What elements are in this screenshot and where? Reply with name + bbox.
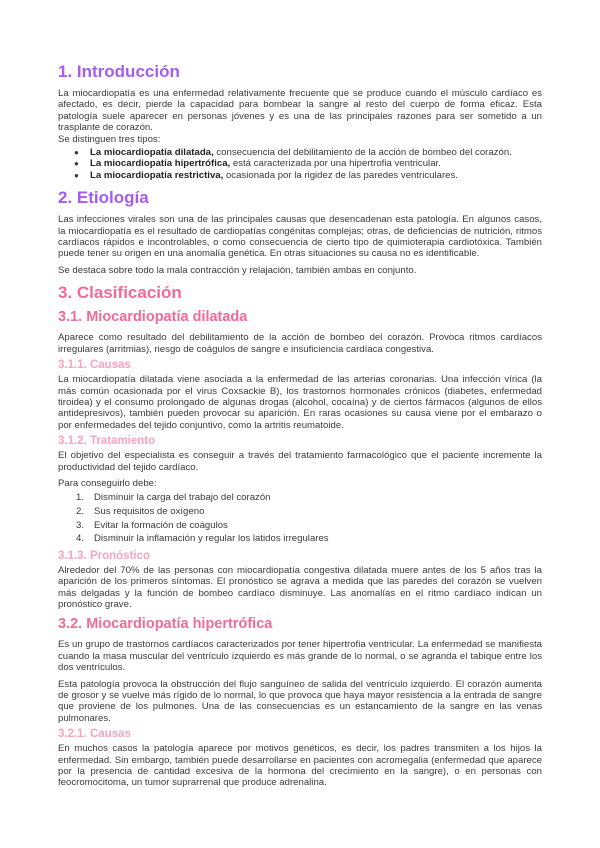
tratamiento-paragraph-1: El objetivo del especialista es conseguir a través del tratamiento farmacológico que el paciente incremente la productividad del tejido cardíaco. (58, 450, 542, 473)
heading-causas-dilatada: 3.1.1. Causas (58, 359, 131, 372)
heading-tratamiento: 3.1.2. Tratamiento (58, 435, 156, 448)
heading-pronostico: 3.1.3. Pronóstico (58, 549, 151, 562)
list-item (58, 491, 542, 505)
hipertrofica-paragraph-1: Es un grupo de trastornos cardíacos caracterizados por tener hipertrofia ventricular. La enfermedad se manifiesta cuando la masa muscular del ventrículo izquierdo es más grande de lo normal, o se agranda el tabique entre los dos ventrículos. (58, 639, 542, 674)
list-item (58, 519, 542, 533)
list-item-bold: La miocardiopatía hipertrófica, (90, 158, 231, 170)
heading-causas-hipertrofica: 3.2.1. Causas (58, 728, 131, 741)
list-item-bold: La miocardiopatía restrictiva, (90, 169, 224, 181)
list-number: 1. (76, 492, 85, 504)
heading-miocardiopatia-hipertrofica: 3.2. Miocardiopatía hipertrófica (58, 616, 273, 633)
intro-paragraph-1: La miocardiopatía es una enfermedad relativamente frecuente que se produce cuando el músculo cardíaco es afectado, es decir, pierde la capacidad para bombear la sangre al resto del cuerpo de forma eficaz. Esta patología suele aparecer en personas jóvenes y es una de las principales razones para ser sometido a un trasplante de corazón. (58, 88, 542, 134)
types-list (58, 147, 542, 181)
list-item (58, 532, 542, 546)
dilatada-paragraph: Aparece como resultado del debilitamiento de la acción de bombeo del corazón. Provoca ritmos cardíacos irregulares (arritmias), riesgo de coágulos de sangre e insuficiencia cardíaca congestiva. (58, 332, 542, 355)
list-item-text: Evitar la formación de coágulos (94, 519, 228, 531)
list-item-text: consecuencia del debilitamiento de la acción de bombeo del corazón. (213, 147, 512, 159)
tratamiento-paragraph-2: Para conseguirlo debe: (58, 477, 157, 489)
list-item-text: Disminuir la inflamación y regular los latidos irregulares (94, 533, 329, 545)
list-item-text: ocasionada por la rigidez de las paredes ventriculares. (223, 169, 458, 181)
hipertrofica-paragraph-2: Esta patología provoca la obstrucción del flujo sanguíneo de salida del ventrículo izquierdo. El corazón aumenta de grosor y se vuelve más rígido de lo normal, lo que provoca que haya mayor resistencia a la entrada de sangre que proviene de los pulmones. Una de las consecuencias es un estancamiento de la sangre en las venas pulmonares. (58, 678, 542, 724)
heading-clasificacion: 3. Clasificación (58, 283, 182, 303)
list-item (58, 147, 542, 158)
etiologia-paragraph-1: Las infecciones virales son una de las principales causas que desencadenan esta patología. En algunos casos, la miocardiopatía es el resultado de cardiopatías congénitas complejas; otras, de deficiencias de nutrición, ritmos cardíacos rápidos e incontrolables, o como consecuencia de cierto tipo de quimioterapia cardiotóxica. También puede tener su origen en una anomalía genética. En otras situaciones su causa no es identificable. (58, 214, 542, 260)
causas-hipertrofica-paragraph: En muchos casos la patología aparece por motivos genéticos, es decir, los padres transmiten a los hijos la enfermedad. Sin embargo, también puede desarrollarse en pacientes con acromegalia (enfermedad que aparece por la presencia de cantidad excesiva de la hormona del crecimiento en la sangre), o en personas con feocromocitoma, un tumor suprarrenal que produce adrenalina. (58, 743, 542, 789)
heading-introduccion: 1. Introducción (58, 62, 180, 81)
intro-paragraph-2: Se distinguen tres tipos: (58, 133, 161, 145)
bullet-icon: ● (74, 148, 79, 158)
heading-miocardiopatia-dilatada: 3.1. Miocardiopatía dilatada (58, 309, 248, 326)
heading-etiologia: 2. Etiología (58, 188, 149, 208)
list-number: 4. (76, 533, 85, 545)
list-item-text: Disminuir la carga del trabajo del corazón (94, 492, 271, 504)
list-item (58, 158, 542, 169)
bullet-icon: ● (74, 170, 79, 180)
list-item (58, 170, 542, 181)
list-item (58, 505, 542, 519)
steps-list (58, 491, 542, 545)
list-item-text: Sus requisitos de oxígeno (94, 505, 205, 517)
causas-dilatada-paragraph: La miocardiopatía dilatada viene asociada a la enfermedad de las arterias coronarias. Una infección vírica (la más común ocasionada por el virus Coxsackie B), los trastornos hormonales crónicos (diabetes, enfermedad tiroidea) y el consumo prolongado de algunas drogas (alcohol, cocaína) y de ciertos fármacos (algunos de ellos antidepresivos), también pueden provocar su aparición. En raras ocasiones su causa viene por el embarazo o por enfermedades del tejido conjuntivo, como la artritis reumatoide. (58, 374, 542, 431)
list-number: 3. (76, 519, 85, 531)
list-number: 2. (76, 505, 85, 517)
list-item-text: está caracterizada por una hipertrofia ventricular. (230, 158, 441, 170)
list-item-bold: La miocardiopatía dilatada, (90, 147, 214, 159)
etiologia-paragraph-2: Se destaca sobre todo la mala contracción y relajación, también ambas en conjunto. (58, 264, 417, 276)
pronostico-paragraph: Alrededor del 70% de las personas con miocardiopatía congestiva dilatada muere antes de los 5 años tras la aparición de los primeros síntomas. El pronóstico se agrava a medida que las paredes del corazón se vuelven más delgadas y la función de bombeo cardíaco disminuye. Las anomalías en el ritmo cardíaco indican un pronóstico grave. (58, 564, 542, 610)
bullet-icon: ● (74, 159, 79, 169)
